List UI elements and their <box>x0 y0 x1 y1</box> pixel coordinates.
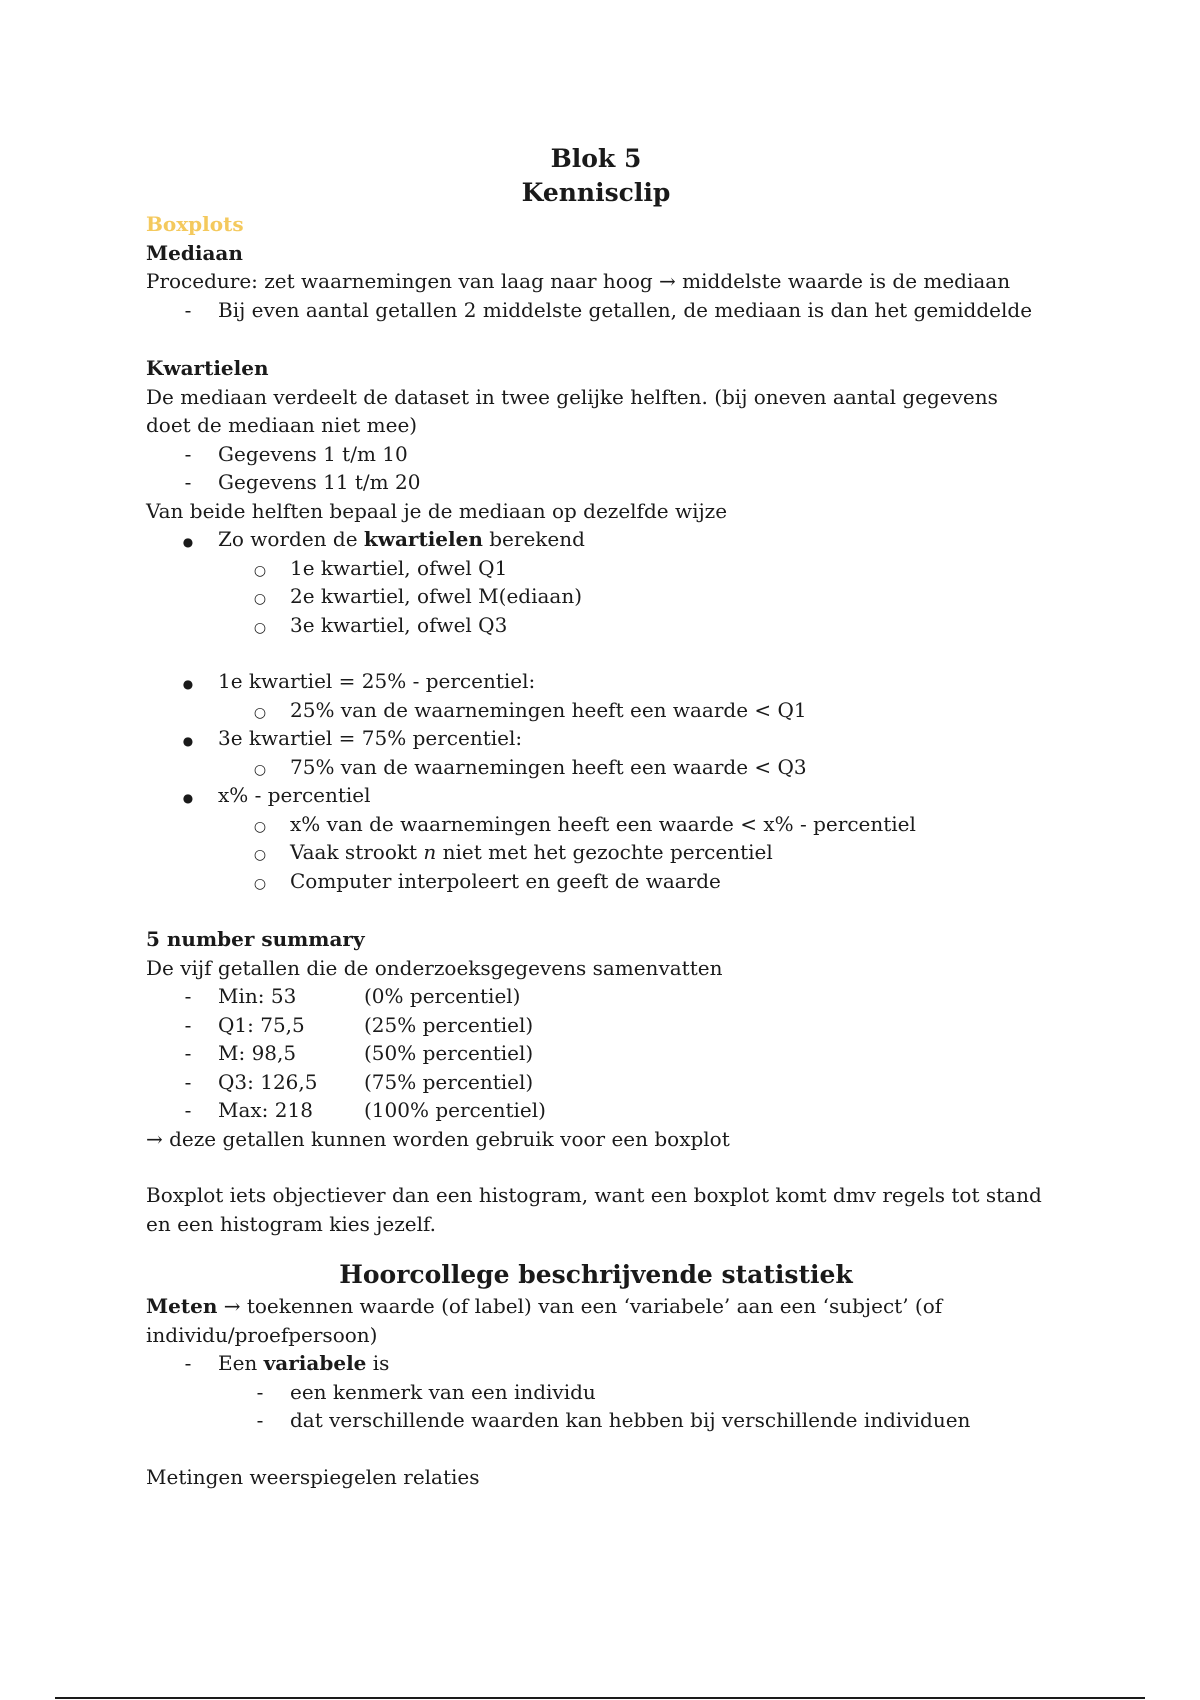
dash-bullet-icon <box>250 1406 270 1435</box>
summary-row: - Min: 53 (0% percentiel) <box>146 982 1046 1011</box>
doc-title-blok: Blok 5 <box>550 144 642 173</box>
dash-bullet-icon <box>178 982 198 1011</box>
circle-bullet-icon <box>250 838 270 870</box>
heading-kwartielen: Kwartielen <box>146 356 269 380</box>
list-item: ○ 2e kwartiel, ofwel M(ediaan) <box>146 582 1046 611</box>
list-item: - Bij even aantal getallen 2 middelste getallen, de mediaan is dan het gemiddelde <box>146 296 1046 325</box>
list-item: - Gegevens 1 t/m 10 <box>146 440 1046 469</box>
circle-bullet-icon <box>250 554 270 586</box>
doc-title-kennisclip: Kennisclip <box>521 178 671 207</box>
dash-bullet-icon <box>178 468 198 497</box>
list-item: ● 3e kwartiel = 75% percentiel: <box>146 724 1046 753</box>
summary-note: → deze getallen kunnen worden gebruik voor een boxplot <box>146 1126 730 1151</box>
circle-bullet-icon <box>250 753 270 785</box>
mediaan-procedure: Procedure: zet waarnemingen van laag naar hoog → middelste waarde is de mediaan <box>146 269 1011 293</box>
list-item: ● x% - percentiel <box>146 781 1046 810</box>
document-page <box>146 142 1046 1491</box>
dash-bullet-icon <box>178 1068 198 1097</box>
disc-bullet-icon <box>178 667 198 699</box>
summary-row: - Q3: 126,5 (75% percentiel) <box>146 1068 1046 1097</box>
closing-line: Metingen weerspiegelen relaties <box>146 1464 480 1489</box>
list-item: - Een variabele is <box>146 1349 1046 1378</box>
boxplot-paragraph: Boxplot iets objectiever dan een histogram, want een boxplot komt dmv regels tot stand en een histogram kies jezelf. <box>146 1183 1042 1236</box>
kwartielen-intro: De mediaan verdeelt de dataset in twee gelijke helften. (bij oneven aantal gegevens doet de mediaan niet mee) <box>146 384 998 437</box>
dash-bullet-icon <box>250 1378 270 1407</box>
dash-bullet-icon <box>178 1039 198 1068</box>
list-item: ○ 1e kwartiel, ofwel Q1 <box>146 554 1046 583</box>
summary-row: - M: 98,5 (50% percentiel) <box>146 1039 1046 1068</box>
dash-bullet-icon <box>178 1349 198 1378</box>
dash-bullet-icon <box>178 1011 198 1040</box>
list-item: ○ 75% van de waarnemingen heeft een waarde < Q3 <box>146 753 1046 782</box>
list-item: ○ 3e kwartiel, ofwel Q3 <box>146 611 1046 640</box>
summary-intro: De vijf getallen die de onderzoeksgegevens samenvatten <box>146 955 723 980</box>
heading-mediaan: Mediaan <box>146 240 243 265</box>
list-item: - dat verschillende waarden kan hebben bij verschillende individuen <box>146 1406 1046 1435</box>
meten-paragraph: Meten → toekennen waarde (of label) van een ‘variabele’ aan een ‘subject’ (of individu/proefpersoon) <box>146 1294 943 1347</box>
topic-boxplots: Boxplots <box>146 212 244 236</box>
circle-bullet-icon <box>250 696 270 728</box>
bottom-divider <box>55 1697 1145 1699</box>
circle-bullet-icon <box>250 867 270 899</box>
list-item: - Gegevens 11 t/m 20 <box>146 468 1046 497</box>
dash-bullet-icon <box>178 1096 198 1125</box>
section-title-hoorcollege: Hoorcollege beschrijvende statistiek <box>339 1260 853 1289</box>
list-item: ○ Vaak strookt n niet met het gezochte percentiel <box>146 838 1046 867</box>
list-item: ● Zo worden de kwartielen berekend <box>146 525 1046 554</box>
disc-bullet-icon <box>178 781 198 813</box>
circle-bullet-icon <box>250 611 270 643</box>
disc-bullet-icon <box>178 525 198 557</box>
dash-bullet-icon <box>178 296 198 325</box>
heading-5-number-summary: 5 number summary <box>146 927 365 951</box>
summary-row: - Q1: 75,5 (25% percentiel) <box>146 1011 1046 1040</box>
list-item: - een kenmerk van een individu <box>146 1378 1046 1407</box>
disc-bullet-icon <box>178 724 198 756</box>
list-item: ○ 25% van de waarnemingen heeft een waarde < Q1 <box>146 696 1046 725</box>
kwartielen-line2: Van beide helften bepaal je de mediaan op dezelfde wijze <box>146 498 728 523</box>
list-item: ● 1e kwartiel = 25% - percentiel: <box>146 667 1046 696</box>
dash-bullet-icon <box>178 440 198 469</box>
circle-bullet-icon <box>250 810 270 842</box>
circle-bullet-icon <box>250 582 270 614</box>
list-item: ○ x% van de waarnemingen heeft een waarde < x% - percentiel <box>146 810 1046 839</box>
list-item: ○ Computer interpoleert en geeft de waarde <box>146 867 1046 896</box>
summary-row: - Max: 218 (100% percentiel) <box>146 1096 1046 1125</box>
